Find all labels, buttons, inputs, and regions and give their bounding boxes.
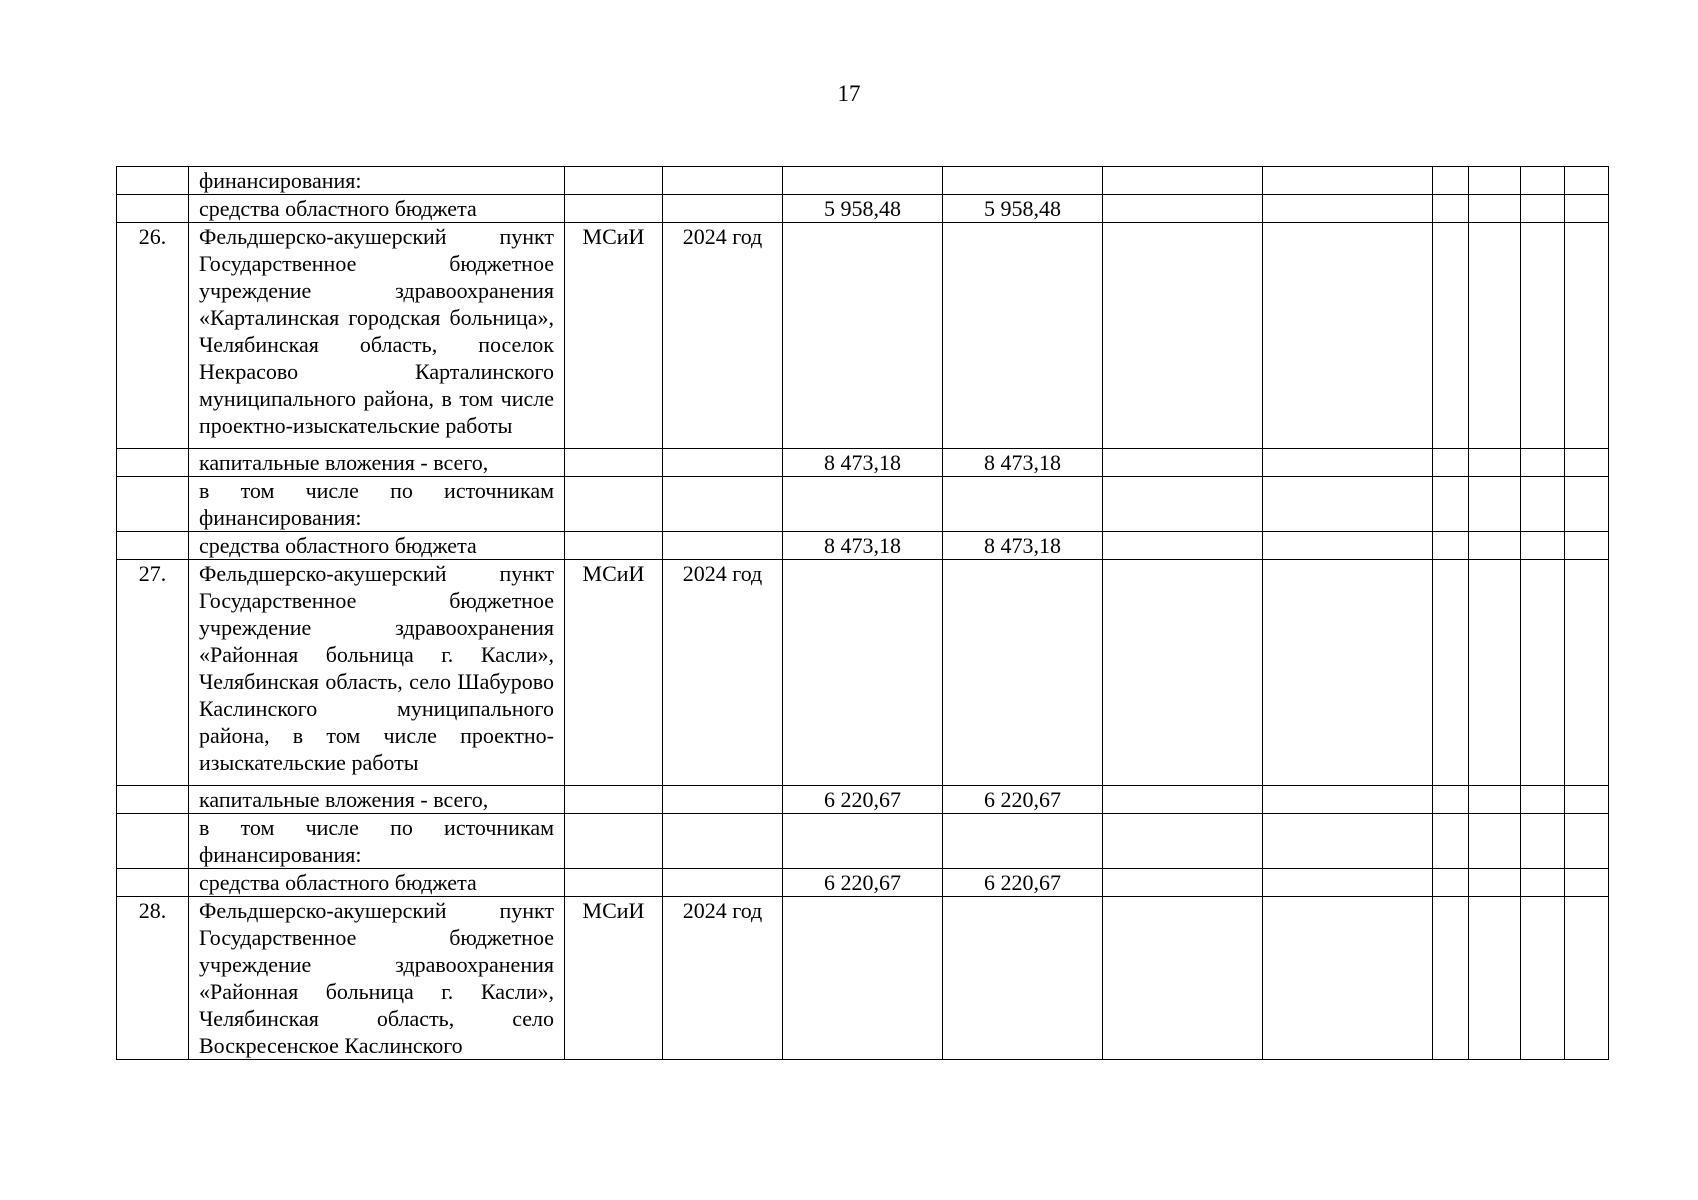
table-row (117, 869, 1609, 897)
empty-cell (1103, 449, 1263, 477)
object-name-cell: капитальные вложения - всего, (189, 786, 565, 814)
responsible-org-cell: МСиИ (565, 897, 663, 1060)
empty-cell (1521, 897, 1565, 1060)
responsible-org-cell (565, 532, 663, 560)
empty-cell (1521, 786, 1565, 814)
empty-cell (1103, 477, 1263, 532)
object-name-cell: Фельдшерско-акушерский пункт Государственное бюджетное учреждение здравоохранения «Районная больница г. Касли», Челябинская область, село Воскресенское Каслинского (189, 897, 565, 1060)
amount-total-cell: 6 220,67 (783, 786, 943, 814)
empty-cell (1521, 560, 1565, 786)
empty-cell (1263, 814, 1433, 869)
empty-cell (1565, 560, 1609, 786)
row-number (117, 195, 189, 223)
empty-cell (1469, 449, 1521, 477)
amount-year-cell (943, 897, 1103, 1060)
amount-year-cell: 6 220,67 (943, 869, 1103, 897)
table-row (117, 477, 1609, 532)
amount-year-cell: 6 220,67 (943, 786, 1103, 814)
amount-total-cell: 8 473,18 (783, 532, 943, 560)
row-number (117, 814, 189, 869)
empty-cell (1469, 560, 1521, 786)
empty-cell (1433, 532, 1469, 560)
row-number (117, 786, 189, 814)
object-name-cell: Фельдшерско-акушерский пункт Государственное бюджетное учреждение здравоохранения «Районная больница г. Касли», Челябинская область, село Шабурово Каслинского муниципального района, в том числе проектно-изыскательские работы (189, 560, 565, 786)
empty-cell (1263, 560, 1433, 786)
amount-year-cell (943, 814, 1103, 869)
row-number: 28. (117, 897, 189, 1060)
amount-year-cell (943, 167, 1103, 195)
period-cell (663, 869, 783, 897)
period-cell (663, 167, 783, 195)
row-number: 26. (117, 223, 189, 449)
empty-cell (1565, 477, 1609, 532)
object-name-cell: финансирования: (189, 167, 565, 195)
amount-year-cell (943, 560, 1103, 786)
empty-cell (1103, 897, 1263, 1060)
amount-total-cell: 5 958,48 (783, 195, 943, 223)
row-number (117, 477, 189, 532)
period-cell (663, 532, 783, 560)
table-row (117, 223, 1609, 449)
empty-cell (1469, 532, 1521, 560)
empty-cell (1263, 869, 1433, 897)
responsible-org-cell (565, 449, 663, 477)
responsible-org-cell (565, 814, 663, 869)
period-cell (663, 814, 783, 869)
empty-cell (1433, 167, 1469, 195)
amount-total-cell (783, 223, 943, 449)
amount-year-cell (943, 223, 1103, 449)
responsible-org-cell: МСиИ (565, 560, 663, 786)
amount-year-cell: 8 473,18 (943, 449, 1103, 477)
period-cell (663, 477, 783, 532)
empty-cell (1469, 786, 1521, 814)
empty-cell (1263, 167, 1433, 195)
empty-cell (1565, 449, 1609, 477)
row-number (117, 532, 189, 560)
empty-cell (1565, 195, 1609, 223)
empty-cell (1469, 223, 1521, 449)
amount-year-cell: 5 958,48 (943, 195, 1103, 223)
amount-total-cell (783, 560, 943, 786)
amount-total-cell: 8 473,18 (783, 449, 943, 477)
amount-total-cell (783, 814, 943, 869)
empty-cell (1521, 449, 1565, 477)
table-row (117, 532, 1609, 560)
capital-investment-table (116, 166, 1609, 1060)
object-name-cell: средства областного бюджета (189, 195, 565, 223)
period-cell (663, 786, 783, 814)
empty-cell (1103, 814, 1263, 869)
empty-cell (1263, 195, 1433, 223)
empty-cell (1521, 532, 1565, 560)
empty-cell (1103, 223, 1263, 449)
period-cell: 2024 год (663, 223, 783, 449)
empty-cell (1469, 897, 1521, 1060)
row-number: 27. (117, 560, 189, 786)
amount-year-cell: 8 473,18 (943, 532, 1103, 560)
empty-cell (1565, 897, 1609, 1060)
empty-cell (1433, 897, 1469, 1060)
empty-cell (1469, 195, 1521, 223)
empty-cell (1433, 786, 1469, 814)
empty-cell (1263, 532, 1433, 560)
object-name-cell: в том числе по источникам финансирования: (189, 814, 565, 869)
table-row (117, 449, 1609, 477)
amount-total-cell (783, 167, 943, 195)
empty-cell (1521, 477, 1565, 532)
period-cell (663, 195, 783, 223)
table-row (117, 167, 1609, 195)
empty-cell (1565, 532, 1609, 560)
empty-cell (1469, 167, 1521, 195)
page-number: 17 (837, 81, 861, 106)
amount-year-cell (943, 477, 1103, 532)
empty-cell (1565, 869, 1609, 897)
table-body (117, 167, 1609, 1060)
table-row (117, 786, 1609, 814)
empty-cell (1433, 449, 1469, 477)
empty-cell (1469, 477, 1521, 532)
empty-cell (1263, 786, 1433, 814)
row-number (117, 869, 189, 897)
empty-cell (1565, 814, 1609, 869)
object-name-cell: капитальные вложения - всего, (189, 449, 565, 477)
empty-cell (1103, 167, 1263, 195)
amount-total-cell (783, 477, 943, 532)
empty-cell (1103, 195, 1263, 223)
period-cell: 2024 год (663, 897, 783, 1060)
row-number (117, 167, 189, 195)
empty-cell (1433, 560, 1469, 786)
object-name-cell: Фельдшерско-акушерский пункт Государственное бюджетное учреждение здравоохранения «Карталинская городская больница», Челябинская область, поселок Некрасово Карталинского муниципального района, в том числе проектно-изыскательские работы (189, 223, 565, 449)
empty-cell (1103, 560, 1263, 786)
empty-cell (1521, 167, 1565, 195)
object-name-cell: средства областного бюджета (189, 869, 565, 897)
empty-cell (1433, 223, 1469, 449)
empty-cell (1469, 814, 1521, 869)
responsible-org-cell (565, 477, 663, 532)
empty-cell (1263, 449, 1433, 477)
empty-cell (1263, 223, 1433, 449)
empty-cell (1103, 869, 1263, 897)
responsible-org-cell (565, 786, 663, 814)
responsible-org-cell: МСиИ (565, 223, 663, 449)
responsible-org-cell (565, 195, 663, 223)
responsible-org-cell (565, 167, 663, 195)
empty-cell (1103, 786, 1263, 814)
empty-cell (1433, 869, 1469, 897)
empty-cell (1263, 897, 1433, 1060)
amount-total-cell (783, 897, 943, 1060)
responsible-org-cell (565, 869, 663, 897)
empty-cell (1521, 223, 1565, 449)
empty-cell (1263, 477, 1433, 532)
empty-cell (1521, 195, 1565, 223)
period-cell (663, 449, 783, 477)
table-row (117, 814, 1609, 869)
empty-cell (1565, 167, 1609, 195)
empty-cell (1565, 786, 1609, 814)
empty-cell (1103, 532, 1263, 560)
empty-cell (1521, 814, 1565, 869)
empty-cell (1521, 869, 1565, 897)
table-row (117, 195, 1609, 223)
empty-cell (1565, 223, 1609, 449)
empty-cell (1433, 814, 1469, 869)
table-row (117, 560, 1609, 786)
empty-cell (1433, 477, 1469, 532)
row-number (117, 449, 189, 477)
table-row (117, 897, 1609, 1060)
empty-cell (1433, 195, 1469, 223)
period-cell: 2024 год (663, 560, 783, 786)
amount-total-cell: 6 220,67 (783, 869, 943, 897)
object-name-cell: средства областного бюджета (189, 532, 565, 560)
empty-cell (1469, 869, 1521, 897)
object-name-cell: в том числе по источникам финансирования: (189, 477, 565, 532)
